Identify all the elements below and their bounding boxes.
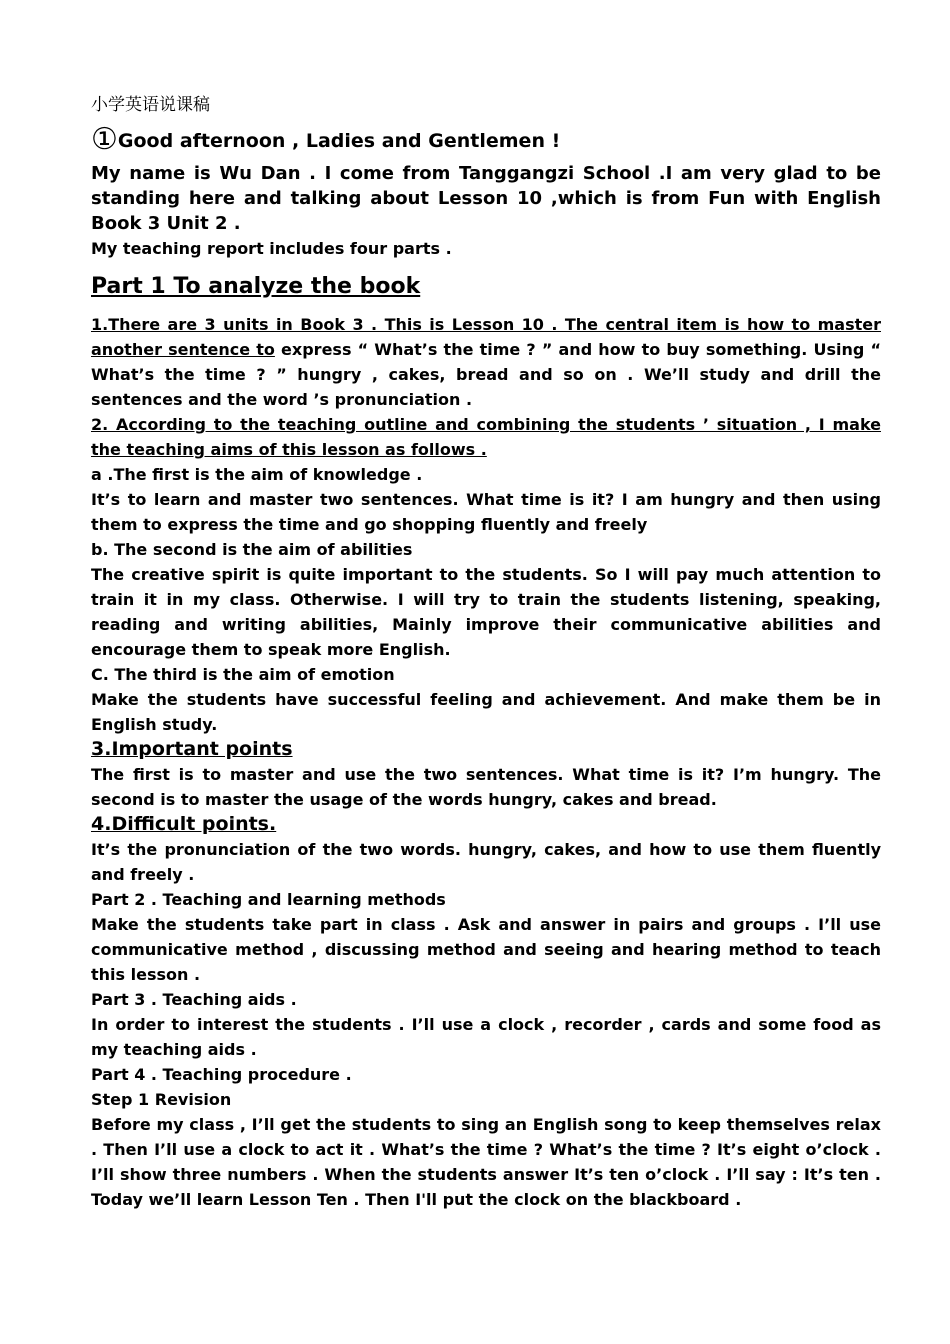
part1-paragraph-2: 2. According to the teaching outline and combining the students ’ situation , I make the teaching aims of this lesson as follows . <box>91 415 881 459</box>
part3-text: In order to interest the students . I’ll use a clock , recorder , cards and some food as my teaching aids . <box>91 1015 881 1059</box>
important-points-heading: 3.Important points <box>91 738 293 760</box>
report-line: My teaching report includes four parts . <box>91 239 452 258</box>
aim-c-heading: C. The third is the aim of emotion <box>91 665 395 684</box>
document-page <box>91 92 881 1212</box>
aim-a-heading: a .The first is the aim of knowledge . <box>91 465 423 484</box>
part1-paragraph-1-rest: express “ What’s the time ? ” and how to buy something. Using “ What’s the time ? ” hungry , cakes, bread and so on . We’ll study and drill the sentences and the word ’s pronunciation . <box>91 340 882 409</box>
part2-heading: Part 2 . Teaching and learning methods <box>91 890 446 909</box>
aim-a-text: It’s to learn and master two sentences. What time is it? I am hungry and then using them to express the time and go shopping fluently and freely <box>91 490 881 534</box>
part2-text: Make the students take part in class . Ask and answer in pairs and groups . I’ll use communicative method , discussing method and seeing and hearing method to teach this lesson . <box>91 915 881 984</box>
step1-text: Before my class , I’ll get the students to sing an English song to keep themselves relax . Then I’ll use a clock to act it . What’s the time ? What’s the time ? It’s eight o’clock . I’ll show three numbers . When the students answer It’s ten o’clock . I’ll say : It’s ten . Today we’ll learn Lesson Ten . Then I'll put the clock on the blackboard . <box>91 1115 881 1209</box>
circled-number-symbol: ① <box>91 122 118 157</box>
aim-b-heading: b. The second is the aim of abilities <box>91 540 413 559</box>
aim-c-text: Make the students have successful feeling and achievement. And make them be in English study. <box>91 690 881 734</box>
part1-paragraph-1-underlined: 1.There are 3 units in Book 3 . This is Lesson 10 . The central item is how to master another sentence to <box>91 315 881 359</box>
difficult-points-heading: 4.Difficult points. <box>91 813 277 835</box>
greeting-line <box>91 122 881 159</box>
step1-heading: Step 1 Revision <box>91 1090 232 1109</box>
aim-b-text: The creative spirit is quite important to the students. So I will pay much attention to train it in my class. Otherwise. I will try to train the students listening, speaking, reading and writing abilities, Mainly improve their communicative abilities and encourage them to speak more English. <box>91 565 881 659</box>
important-points-text: The first is to master and use the two sentences. What time is it? I’m hungry. The second is to master the usage of the words hungry, cakes and bread. <box>91 765 881 809</box>
part3-heading: Part 3 . Teaching aids . <box>91 990 297 1009</box>
part1-paragraph-1 <box>91 312 881 412</box>
document-title: 小学英语说课稿 <box>91 95 210 115</box>
greeting-text: Good afternoon , Ladies and Gentlemen ! <box>117 130 561 152</box>
part1-heading: Part 1 To analyze the book <box>91 274 421 299</box>
difficult-points-text: It’s the pronunciation of the two words. hungry, cakes, and how to use them fluently and freely . <box>91 840 881 884</box>
intro-paragraph: My name is Wu Dan . I come from Tanggangzi School .I am very glad to be standing here and talking about Lesson 10 ,which is from Fun with English Book 3 Unit 2 . <box>91 163 881 234</box>
part4-heading: Part 4 . Teaching procedure . <box>91 1065 352 1084</box>
